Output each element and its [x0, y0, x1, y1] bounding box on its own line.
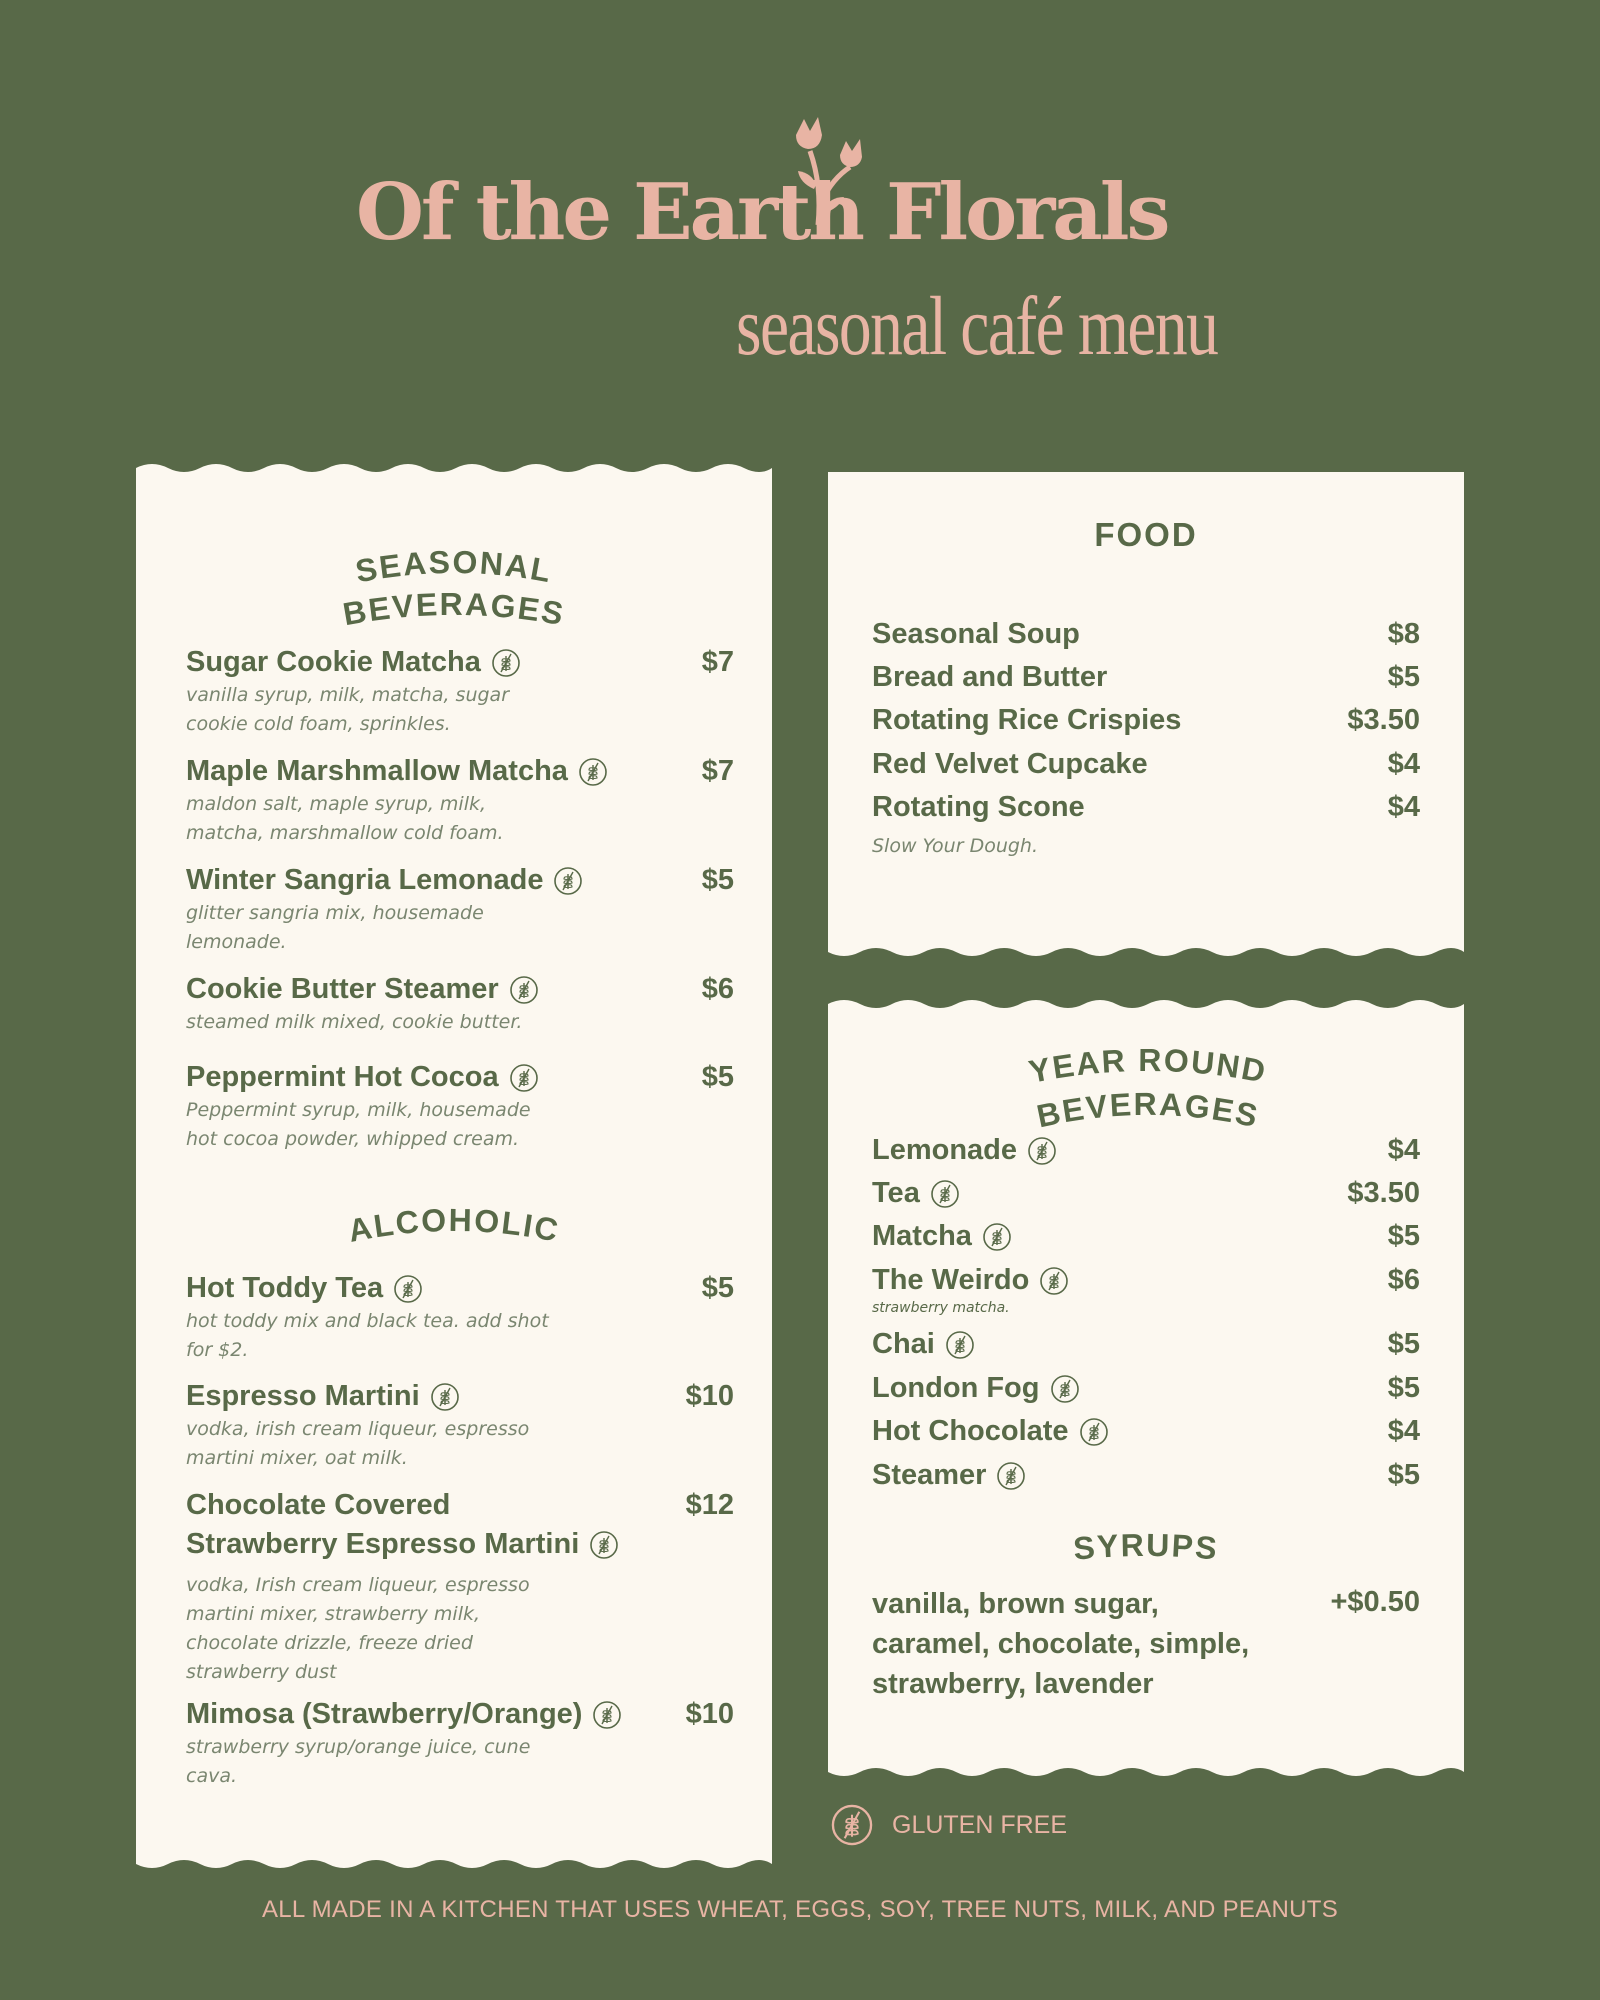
gluten-free-icon: [430, 1382, 460, 1412]
item-price: $4: [1387, 748, 1420, 780]
item-price: $4: [1387, 791, 1420, 823]
wave-edge: [828, 940, 1464, 960]
food-card: [828, 472, 1464, 942]
item-price: $10: [685, 1380, 734, 1412]
item-price: $6: [1387, 1264, 1420, 1296]
menu-item: [872, 1220, 1012, 1253]
menu-item: [186, 1272, 549, 1365]
item-price: $6: [701, 973, 734, 1005]
menu-item: [872, 791, 1085, 824]
item-name: Maple Marshmallow Matcha: [186, 755, 568, 787]
item-name: Hot Toddy Tea: [186, 1272, 384, 1304]
item-desc: strawberry syrup/orange juice, cune cava.: [186, 1736, 531, 1787]
item-desc: vodka, Irish cream liqueur, espresso martini mixer, strawberry milk, chocolate drizzle, freeze dried strawberry dust: [186, 1574, 530, 1683]
gluten-free-icon: [393, 1274, 423, 1304]
item-price: $5: [1387, 661, 1420, 693]
menu-item: [186, 1380, 529, 1473]
legend-label: GLUTEN FREE: [892, 1810, 1068, 1839]
wave-edge: [136, 460, 772, 480]
item-name: Espresso Martini: [186, 1380, 420, 1412]
svg-text:BEVERAGES: BEVERAGES: [340, 585, 568, 633]
item-name: Rotating Scone: [872, 791, 1085, 823]
item-name: Red Velvet Cupcake: [872, 748, 1148, 780]
item-name: Tea: [872, 1177, 920, 1209]
item-price: $10: [685, 1698, 734, 1730]
item-desc: vodka, irish cream liqueur, espresso martini mixer, oat milk.: [186, 1418, 530, 1469]
item-desc: vanilla syrup, milk, matcha, sugar cookie cold foam, sprinkles.: [186, 684, 509, 735]
item-price: $4: [1387, 1134, 1420, 1166]
wave-edge: [136, 1852, 772, 1872]
menu-item: [872, 618, 1080, 651]
gluten-free-icon: [553, 866, 583, 896]
allergen-note: ALL MADE IN A KITCHEN THAT USES WHEAT, EGGS, SOY, TREE NUTS, MILK, AND PEANUTS: [261, 1896, 1339, 1923]
menu-item: [872, 1328, 975, 1361]
gluten-free-icon: [592, 1700, 622, 1730]
item-price: $7: [701, 755, 734, 787]
gluten-free-icon: [1079, 1417, 1109, 1447]
gluten-free-icon: [830, 1803, 874, 1847]
item-name: London Fog: [872, 1372, 1040, 1404]
menu-subtitle: seasonal café menu: [736, 280, 1218, 373]
food-note: Slow Your Dough.: [872, 835, 1039, 857]
menu-item: [872, 1415, 1109, 1448]
seasonal-card: [136, 478, 772, 1854]
svg-text:YEAR ROUND: YEAR ROUND: [1025, 1041, 1271, 1090]
gluten-free-icon: [982, 1222, 1012, 1252]
item-name: Steamer: [872, 1459, 987, 1491]
item-price: $3.50: [1347, 1177, 1420, 1209]
svg-text:ALCOHOLIC: ALCOHOLIC: [345, 1201, 563, 1249]
svg-text:SYRUPS: SYRUPS: [1071, 1526, 1221, 1567]
menu-item: [872, 704, 1181, 737]
menu-item: [186, 864, 583, 957]
gluten-free-icon: [1027, 1136, 1057, 1166]
gluten-free-icon: [1039, 1266, 1069, 1296]
item-price: $4: [1387, 1415, 1420, 1447]
item-name: Cookie Butter Steamer: [186, 973, 499, 1005]
gluten-free-icon: [1050, 1374, 1080, 1404]
item-name: Winter Sangria Lemonade: [186, 864, 544, 896]
item-desc: glitter sangria mix, housemade lemonade.: [186, 902, 484, 953]
menu-item: [872, 1459, 1026, 1492]
item-name: Rotating Rice Crispies: [872, 704, 1182, 736]
svg-text:BEVERAGES: BEVERAGES: [1033, 1085, 1263, 1135]
item-name: Sugar Cookie Matcha: [186, 646, 481, 678]
menu-item: [872, 1134, 1057, 1167]
menu-item: [872, 1177, 960, 1210]
item-price: $5: [1387, 1220, 1420, 1252]
item-name: Seasonal Soup: [872, 618, 1080, 650]
food-title: FOOD: [1094, 516, 1198, 553]
item-name: Strawberry Espresso Martini: [186, 1528, 580, 1560]
menu-item: [872, 1372, 1080, 1405]
menu-item: [872, 748, 1148, 781]
item-price: $5: [701, 1272, 734, 1304]
gluten-free-legend: [830, 1803, 1067, 1847]
gluten-free-icon: [996, 1461, 1026, 1491]
wave-edge: [828, 1760, 1464, 1780]
menu-item: [186, 973, 539, 1037]
gluten-free-icon: [589, 1530, 619, 1560]
item-name: Peppermint Hot Cocoa: [186, 1061, 499, 1093]
item-desc: maldon salt, maple syrup, milk, matcha, marshmallow cold foam.: [186, 793, 504, 844]
gluten-free-icon: [491, 648, 521, 678]
svg-text:SEASONAL: SEASONAL: [352, 543, 556, 590]
alcoholic-title: [324, 1188, 584, 1258]
item-name: Lemonade: [872, 1134, 1018, 1166]
year-round-title: [1008, 1038, 1288, 1148]
item-price: $5: [1387, 1328, 1420, 1360]
item-desc: strawberry matcha.: [872, 1300, 1010, 1316]
item-price: $5: [701, 864, 734, 896]
gluten-free-icon: [945, 1330, 975, 1360]
menu-item: [186, 1698, 622, 1791]
menu-item: [186, 755, 608, 848]
menu-item: [872, 1264, 1069, 1317]
wave-edge: [828, 996, 1464, 1016]
gluten-free-icon: [930, 1179, 960, 1209]
menu-item: [186, 646, 521, 739]
item-price: $5: [1387, 1372, 1420, 1404]
item-desc: Peppermint syrup, milk, housemade hot cocoa powder, whipped cream.: [186, 1099, 531, 1150]
menu-item: [186, 1061, 539, 1154]
menu-item: [872, 661, 1107, 694]
seasonal-title: [314, 538, 594, 648]
item-name: Matcha: [872, 1220, 972, 1252]
item-name: Mimosa (Strawberry/Orange): [186, 1698, 583, 1730]
item-name: Chocolate Covered: [186, 1489, 451, 1521]
menu-item: [186, 1489, 619, 1687]
item-price: $3.50: [1347, 704, 1420, 736]
item-desc: steamed milk mixed, cookie butter.: [186, 1011, 523, 1033]
gluten-free-icon: [578, 757, 608, 787]
brand-header: [356, 155, 1186, 285]
syrups-list: vanilla, brown sugar, caramel, chocolate, simple, strawberry, lavender: [872, 1588, 1250, 1700]
syrups-title: [1046, 1514, 1246, 1574]
item-name: Bread and Butter: [872, 661, 1108, 693]
item-price: $5: [701, 1061, 734, 1093]
brand-name: Of the Earth Florals: [356, 167, 1168, 258]
item-name: The Weirdo: [872, 1264, 1030, 1296]
item-name: Hot Chocolate: [872, 1415, 1069, 1447]
gluten-free-icon: [509, 975, 539, 1005]
item-desc: hot toddy mix and black tea. add shot for $2.: [186, 1310, 549, 1361]
item-price: $8: [1387, 618, 1420, 650]
gluten-free-icon: [509, 1063, 539, 1093]
item-price: $12: [685, 1489, 734, 1521]
item-price: $7: [701, 646, 734, 678]
item-name: Chai: [872, 1328, 935, 1360]
item-price: $5: [1387, 1459, 1420, 1491]
syrups-price: +$0.50: [1330, 1586, 1420, 1618]
